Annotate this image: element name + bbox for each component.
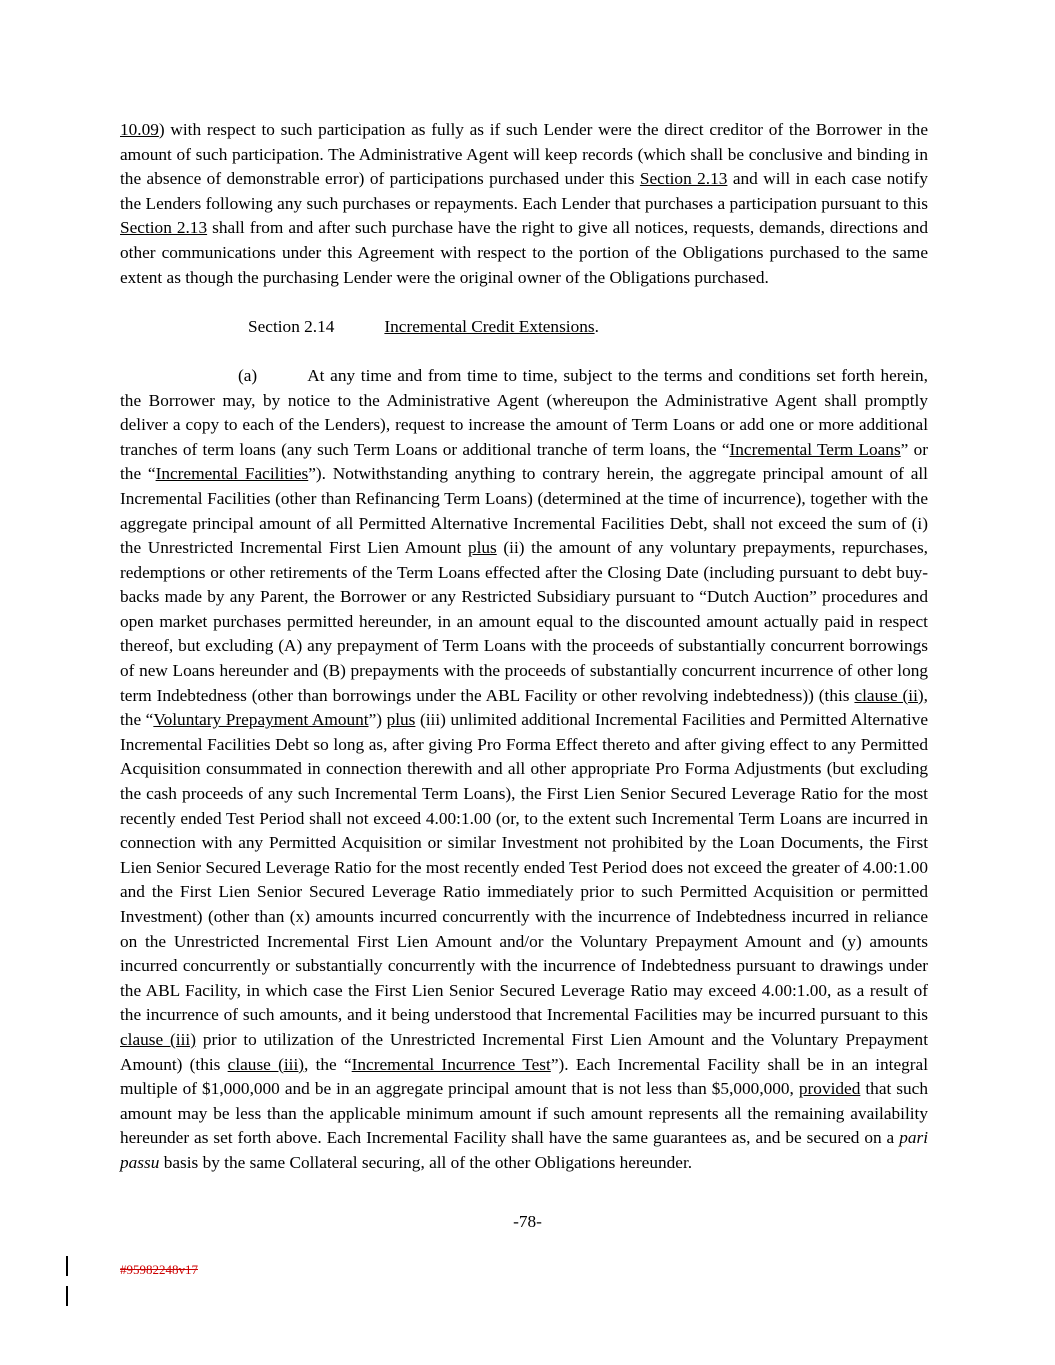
page-number: -78- [513, 1212, 542, 1231]
text-run: ”) [368, 710, 387, 730]
text-run: ) with respect to such participation as fully as if such Lender were the direct creditor of the Borrower in the amount of such participation. The Administrative Agent will keep records (which shall be conclusive and binding in the absence of demonstrable error) of participations purchased under this [120, 120, 928, 189]
underlined-term: Incremental Term Loans [729, 439, 901, 459]
underlined-term: Incremental Facilities [155, 464, 309, 484]
italic-term: pari passu [120, 1128, 928, 1172]
text-run: and will in each case notify the Lenders following any such purchases or repayments. Each Lender that purchases a participation pursuant to this [120, 169, 928, 213]
text-run: (a) [238, 365, 258, 385]
text-run: (ii) the amount of any voluntary prepayments, repurchases, redemptions or other retirements of the Term Loans effected after the Closing Date (including pursuant to debt buy-backs made by any Parent, the Borrower or any Restricted Subsidiary pursuant to “Dutch Auction” procedures and open market purchases permitted hereunder, in an amount equal to the discounted amount actually paid in respect thereof, but excluding (A) any prepayment of Term Loans with the proceeds of substantially concurrent borrowings of new Loans hereunder and (B) prepayments with the proceeds of substantially concurrent incurrence of other long term Indebtedness (other than borrowings under the ABL Facility or other revolving indebtedness)) (this [120, 538, 929, 705]
paragraph-participations [120, 118, 928, 290]
underlined-term: provided [798, 1079, 861, 1099]
document-body [120, 118, 928, 1200]
underlined-term: clause (iii) [120, 1029, 196, 1049]
text-run: ” or the “ [120, 439, 928, 484]
change-bar [66, 1286, 68, 1306]
text-run: ”). Notwithstanding anything to contrary herein, the aggregate principal amount of all Incremental Facilities (other than Refinancing Term Loans) (determined at the time of incurrence), together with the aggregate principal amount of all Permitted Alternative Incremental Facilities Debt, shall not exceed the sum of (i) the Unrestricted Incremental First Lien Amount [120, 464, 928, 558]
paragraph-a-incremental-credit-extensions [120, 364, 928, 1176]
underlined-term: Section 2.13 [639, 169, 728, 189]
underlined-term: Incremental Incurrence Test [351, 1054, 551, 1074]
doc-stamp: #95982248v17 [120, 1262, 198, 1277]
text-run: . [594, 316, 599, 336]
text-run: , the “ [120, 685, 928, 730]
text-run: At any time and from time to time, subject to the terms and conditions set forth herein, the Borrower may, by notice to the Administrative Agent (whereupon the Administrative Agent shall promptly deliver a copy to each of the Lenders), request to increase the amount of Term Loans or add one or more additional tranches of term loans (any such Term Loans or additional tranche of term loans, the “ [120, 365, 928, 459]
section-2-14-heading [248, 315, 928, 340]
underlined-term: plus [467, 538, 497, 558]
underlined-term: plus [386, 710, 416, 730]
underlined-term: clause (ii) [854, 685, 924, 705]
underlined-term: Incremental Credit Extensions [384, 316, 595, 336]
underlined-term: Voluntary Prepayment Amount [153, 710, 369, 730]
underlined-term: Section 2.13 [120, 218, 208, 238]
text-run: basis by the same Collateral securing, all of the other Obligations hereunder. [159, 1152, 693, 1172]
text-run: ”). Each Incremental Facility shall be in an integral multiple of $1,000,000 and be in an aggregate principal amount that is not less than $5,000,000, [120, 1054, 928, 1099]
text-run: that such amount may be less than the applicable minimum amount if such amount represents all the remaining availability hereunder as set forth above. Each Incremental Facility shall have the same guarantees as, and be secured on a [120, 1079, 928, 1148]
change-bar [66, 1256, 68, 1276]
text-run: shall from and after such purchase have the right to give all notices, requests, demands, directions and other communications under this Agreement with respect to the portion of the Obligations purchased to the same extent as though the purchasing Lender were the original owner of the Obligations purchased. [120, 218, 928, 287]
text-run: (iii) unlimited additional Incremental Facilities and Permitted Alternative Incremental Facilities Debt so long as, after giving Pro Forma Effect thereto and after giving effect to any Permitted Acquisition consummated in connection therewith and all other appropriate Pro Forma Adjustments (but excluding the cash proceeds of any such Incremental Term Loans), the First Lien Senior Secured Leverage Ratio for the most recently ended Test Period shall not exceed 4.00:1.00 (or, to the extent such Incremental Term Loans are incurred in connection with any Permitted Acquisition or similar Investment not prohibited by the Loan Documents, the First Lien Senior Secured Leverage Ratio for the most recently ended Test Period does not exceed the greater of 4.00:1.00 and the First Lien Senior Secured Leverage Ratio immediately prior to such Permitted Acquisition or permitted Investment) (other than (x) amounts incurred concurrently with the incurrence of Indebtedness incurred in reliance on the Unrestricted Incremental First Lien Amount and/or the Voluntary Prepayment Amount and (y) amounts incurred concurrently or substantially concurrently with the incurrence of Indebtedness pursuant to drawings under the ABL Facility, in which case the First Lien Senior Secured Leverage Ratio may exceed 4.00:1.00, as a result of the incurrence of such amounts, and it being understood that Incremental Facilities may be incurred pursuant to this [120, 710, 928, 1025]
text-run: prior to utilization of the Unrestricted Incremental First Lien Amount and the Voluntary Prepayment Amount) (this [120, 1029, 928, 1074]
underlined-term: clause (iii) [227, 1054, 305, 1074]
text-run: , the “ [304, 1054, 352, 1074]
text-run: Section 2.14 [248, 316, 335, 336]
underlined-term: 10.09 [120, 120, 159, 139]
